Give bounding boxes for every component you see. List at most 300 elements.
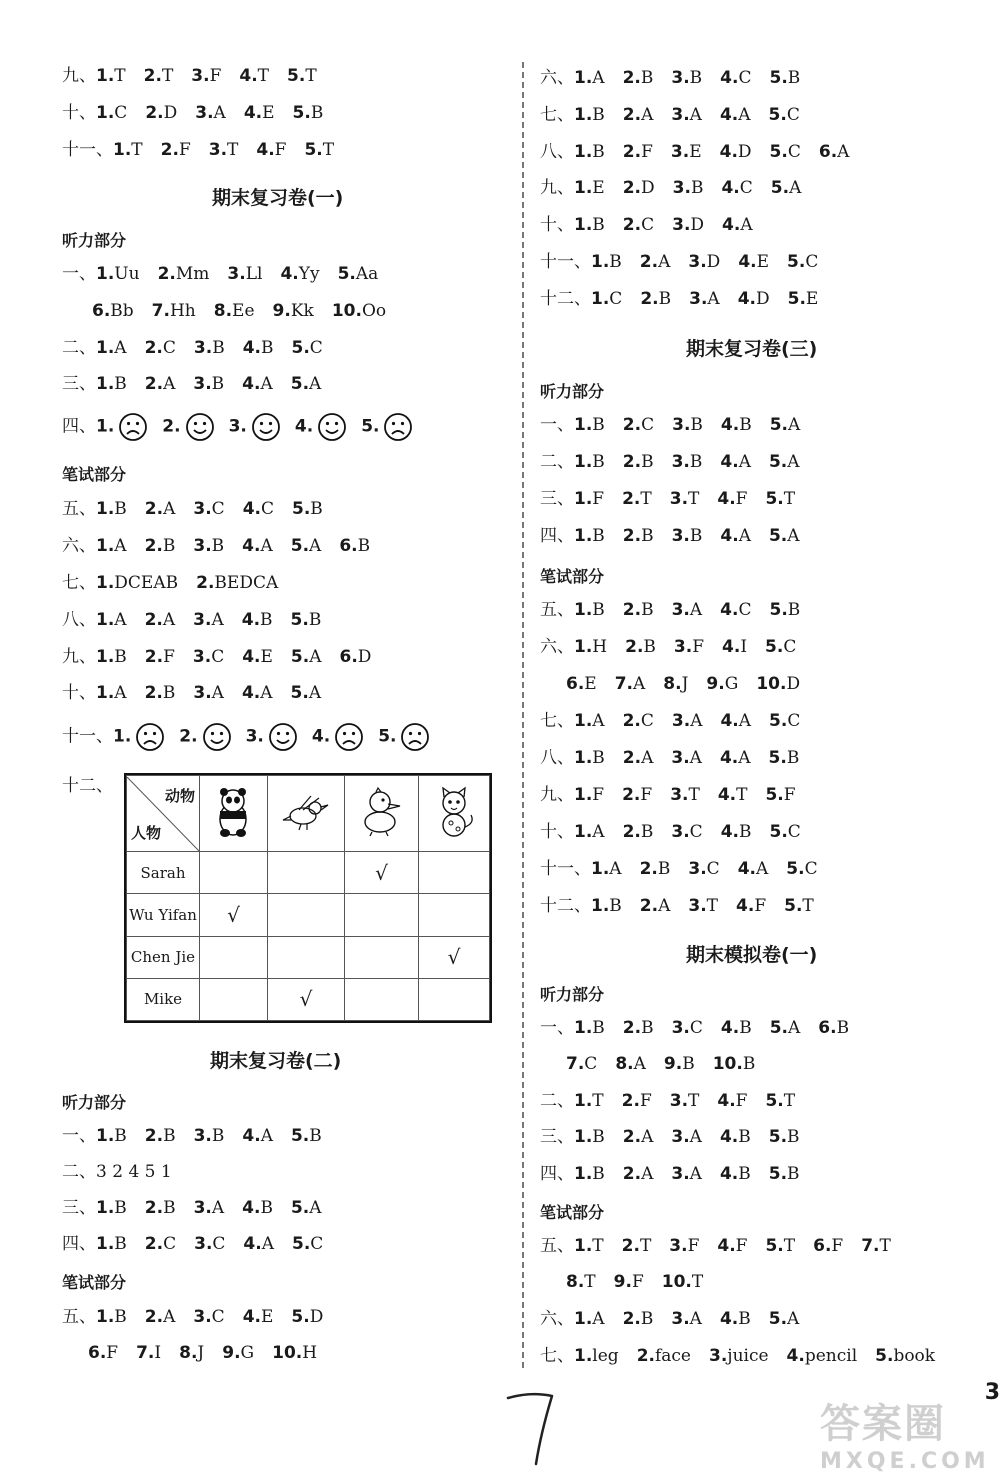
- question-label: 六、: [62, 536, 96, 556]
- answer-line: [540, 746, 817, 770]
- subsection-label: 听力部分: [540, 382, 605, 401]
- answer-item: 5.C: [769, 822, 801, 842]
- subsection-label: 笔试部分: [540, 567, 605, 586]
- answer-item: 4.C: [242, 499, 274, 519]
- answer-line: [540, 176, 819, 200]
- section-title: 期末复习卷(一): [212, 187, 344, 209]
- answer-item: 2.C: [622, 415, 655, 435]
- answer-item: 1.B: [574, 1018, 605, 1038]
- answer-item: 4.Yy: [280, 264, 320, 284]
- question-label: 十二、: [540, 289, 591, 309]
- table-row: [127, 978, 490, 1020]
- answer-line: [88, 1341, 335, 1365]
- answer-item: 1.B: [574, 215, 605, 235]
- answer-item: 4.B: [241, 610, 273, 630]
- answer-item: 3.A: [193, 683, 224, 703]
- answer-item: 1.B: [574, 526, 605, 546]
- question-label: 十一、: [540, 252, 591, 272]
- answer-item: 1.E: [574, 178, 605, 198]
- answer-item: 5.A: [290, 536, 322, 556]
- answer-item: 1.T: [574, 1091, 604, 1111]
- answer-item: 5.A: [769, 1018, 801, 1038]
- answer-item: 2.B: [640, 289, 672, 309]
- answer-line: [540, 413, 818, 437]
- answer-item: 1.A: [96, 338, 127, 358]
- answer-line: [540, 1125, 818, 1149]
- answer-item: 1.B: [574, 600, 605, 620]
- answer-item: 3.F: [669, 1236, 700, 1256]
- question-label: 三、: [62, 374, 96, 394]
- section-title: 期末模拟卷(一): [686, 944, 818, 966]
- person-name: Wu Yifan: [127, 894, 200, 936]
- section-title: 期末复习卷(二): [210, 1050, 342, 1072]
- answer-item: 4.B: [720, 822, 752, 842]
- answer-item: 2.B: [622, 822, 654, 842]
- question-label: 七、: [62, 573, 96, 593]
- answer-item: 3.B: [193, 374, 225, 394]
- watermark-line1: 答案圈: [820, 1401, 946, 1447]
- question-label: 六、: [540, 68, 574, 88]
- answer-item: 3.F: [673, 637, 705, 657]
- check-cell: [419, 978, 490, 1020]
- answer-item: 4.E: [243, 103, 275, 123]
- answer-item: 10.Oo: [331, 301, 387, 321]
- question-label: 二、: [540, 1091, 574, 1111]
- answer-item: 2.D: [145, 103, 178, 123]
- answer-item: 3.F: [191, 66, 222, 86]
- answer-item: 8.Ee: [213, 301, 255, 321]
- answer-item: 4.A: [720, 452, 751, 472]
- answer-item: 4.C: [721, 178, 753, 198]
- bird-icon: [267, 776, 344, 852]
- question-label: 十、: [540, 822, 574, 842]
- answer-item: 2.C: [622, 711, 654, 731]
- answer-line: [62, 372, 339, 396]
- check-cell: [267, 852, 344, 894]
- question-label: 八、: [540, 748, 574, 768]
- answer-item: 8.J: [179, 1343, 205, 1363]
- answer-item: 4.A: [737, 859, 769, 879]
- answer-item: 1.T: [96, 66, 126, 86]
- sad-face-icon: [118, 412, 148, 442]
- answer-item: 2.B: [622, 600, 654, 620]
- answer-item: 4.C: [720, 68, 752, 88]
- answer-item: 4.B: [719, 1164, 751, 1184]
- answer-line: [62, 1232, 341, 1256]
- duck-icon: [345, 776, 419, 852]
- answer-item: 6.Bb: [92, 301, 134, 321]
- answer-item: 2.A: [639, 896, 671, 916]
- answer-item: 3.C: [193, 1307, 225, 1327]
- question-label: 三、: [62, 1198, 96, 1218]
- question-label: 十一、: [62, 726, 113, 747]
- answer-item: 7.Hh: [151, 301, 196, 321]
- check-cell: [345, 978, 419, 1020]
- answer-item: 5.B: [768, 748, 800, 768]
- answer-item: 8.A: [615, 1054, 646, 1074]
- answer-line: [62, 1124, 340, 1148]
- answer-item: 5.B: [769, 600, 801, 620]
- answer-item: 3.A: [671, 1309, 702, 1329]
- answer-item: 5.C: [765, 637, 797, 657]
- answer-line: [540, 894, 832, 918]
- subsection-label: 笔试部分: [540, 1203, 605, 1222]
- answer-item: 5.A: [290, 683, 322, 703]
- check-cell: [267, 894, 344, 936]
- answer-item: 1.C: [591, 289, 623, 309]
- answer-item: 3.C: [671, 1018, 703, 1038]
- answer-item: 2.B: [622, 68, 654, 88]
- answer-item: 3.B: [193, 536, 225, 556]
- answer-item: 1.A: [574, 822, 605, 842]
- question-label: 二、: [62, 1162, 96, 1182]
- handwritten-mark-icon: [500, 1388, 560, 1468]
- answer-item: 2.F: [621, 1091, 652, 1111]
- question-label: 六、: [540, 1309, 574, 1329]
- answer-item: 1.B: [574, 142, 605, 162]
- answer-item: 4.F: [736, 896, 767, 916]
- answer-item: 4.C: [720, 600, 752, 620]
- answer-item: 2.A: [144, 1307, 176, 1327]
- watermark: [820, 1392, 990, 1474]
- answer-item: 5.C: [786, 859, 818, 879]
- question-label: 三、: [540, 489, 574, 509]
- answer-item: 2.C: [144, 1234, 177, 1254]
- section-title: 期末复习卷(三): [686, 338, 818, 360]
- answer-item: 5.B: [290, 610, 322, 630]
- answer-item: 3.C: [671, 822, 703, 842]
- answer-line: [62, 681, 339, 705]
- question-label: 九、: [540, 785, 574, 805]
- answer-item: 1.B: [591, 252, 622, 272]
- answer-line: [566, 1052, 773, 1076]
- answer-item: 5.A: [769, 415, 801, 435]
- answer-item: 6.A: [818, 142, 850, 162]
- answer-line: [540, 213, 771, 237]
- check-cell: [419, 894, 490, 936]
- question-label: 八、: [62, 610, 96, 630]
- answer-item: 1.H: [574, 637, 608, 657]
- answer-item: 2.T: [621, 1236, 652, 1256]
- answer-line: [62, 534, 388, 558]
- answer-line: [62, 1160, 172, 1184]
- check-cell: [267, 936, 344, 978]
- check-cell: [345, 894, 419, 936]
- question-label: 十二、: [62, 776, 113, 796]
- answer-item: 4.A: [719, 105, 751, 125]
- answer-item: 3.B: [193, 338, 225, 358]
- answer-item: 2.B: [639, 859, 671, 879]
- answer-item: 4.pencil: [786, 1346, 858, 1366]
- question-label: 五、: [62, 1307, 96, 1327]
- answer-item: 3.B: [672, 178, 704, 198]
- answer-line: [540, 709, 818, 733]
- answer-item: 6.F: [88, 1343, 119, 1363]
- answer-line: [540, 1162, 818, 1186]
- answer-line: [62, 571, 296, 595]
- answer-item: 4.A: [720, 526, 751, 546]
- question-label: 二、: [62, 338, 96, 358]
- answer-item: 6.D: [339, 647, 372, 667]
- answer-item: 8.J: [663, 674, 689, 694]
- answer-item: 2.A: [639, 252, 671, 272]
- answer-item: 1.T: [113, 140, 143, 160]
- answer-item: 5.Aa: [337, 264, 379, 284]
- answer-item: 1.F: [574, 489, 605, 509]
- question-label: 十、: [62, 683, 96, 703]
- answer-line: [540, 598, 818, 622]
- answer-item: 5.D: [291, 1307, 324, 1327]
- question-label: 九、: [62, 647, 96, 667]
- corner-bottom-label: 人物: [131, 823, 162, 842]
- answer-item: 5.F: [765, 785, 796, 805]
- answer-item: 5.C: [292, 1234, 324, 1254]
- answer-item: 10.H: [272, 1343, 318, 1363]
- check-cell: √: [345, 852, 419, 894]
- answer-line: [62, 497, 341, 521]
- answer-item: 5.T: [765, 489, 796, 509]
- sad-face-icon: [334, 722, 364, 752]
- answer-item: 2.BEDCA: [196, 573, 279, 593]
- answer-item: 2.A: [622, 1127, 654, 1147]
- answer-line: [540, 287, 836, 311]
- question-label: 五、: [62, 499, 96, 519]
- answer-line: [92, 299, 404, 323]
- answer-item: 6.B: [818, 1018, 850, 1038]
- answer-item: 1.B: [574, 415, 605, 435]
- answer-item: 2.F: [622, 785, 653, 805]
- answer-item: 4.B: [242, 1198, 273, 1218]
- answer-item: 6.B: [339, 536, 371, 556]
- answer-item: 3.A: [671, 748, 702, 768]
- answer-item: 6.E: [566, 674, 597, 694]
- answer-line: [540, 140, 867, 164]
- question-label: 一、: [540, 1018, 574, 1038]
- panda-icon: [200, 776, 268, 852]
- answer-item: 2.C: [144, 338, 176, 358]
- answer-item: 3.A: [671, 1127, 702, 1147]
- answer-item: 5.B: [292, 103, 324, 123]
- answer-item: 1.A: [574, 711, 605, 731]
- answer-item: 5.T: [765, 1091, 796, 1111]
- answer-item: 2.Mm: [157, 264, 210, 284]
- question-label: 七、: [540, 105, 574, 125]
- question-label: 七、: [540, 1346, 574, 1366]
- answer-item: 1.B: [96, 647, 127, 667]
- answer-item: 2.B: [144, 683, 176, 703]
- subsection-label: 听力部分: [62, 231, 127, 250]
- answer-item: 4.F: [717, 1236, 748, 1256]
- answer-item: 9.F: [613, 1272, 644, 1292]
- answer-item: 2.B: [622, 1309, 654, 1329]
- answer-item: 3.Ll: [227, 264, 263, 284]
- answer-line: [540, 487, 813, 511]
- answer-line: [540, 857, 836, 881]
- answer-line: [62, 262, 396, 286]
- answer-line: [540, 1016, 867, 1040]
- answer-item: 4.A: [722, 215, 753, 235]
- answer-item: 4.B: [720, 1018, 752, 1038]
- question-label: 十一、: [540, 859, 591, 879]
- answer-item: 3.B: [193, 1126, 225, 1146]
- answer-item: 1.B: [96, 1307, 127, 1327]
- answer-item: 5.B: [290, 1126, 322, 1146]
- answer-line: [540, 1344, 953, 1368]
- answer-item: 2.A: [144, 374, 176, 394]
- page-number: 3: [984, 1380, 1000, 1405]
- answer-item: 3.T: [688, 896, 719, 916]
- answer-item: 4.B: [719, 1309, 751, 1329]
- answer-item: 4.E: [242, 1307, 274, 1327]
- answer-item: 9.Kk: [272, 301, 314, 321]
- answer-item: 4.T: [239, 66, 270, 86]
- answer-item: 4.A: [242, 536, 273, 556]
- sad-face-icon: [383, 412, 413, 442]
- answer-line: [62, 645, 389, 669]
- answer-item: 4.A: [241, 683, 273, 703]
- answer-item: 6.F: [813, 1236, 844, 1256]
- answer-item: 4.I: [722, 637, 748, 657]
- person-name: Sarah: [127, 852, 200, 894]
- answer-item: 8.T: [566, 1272, 596, 1292]
- answer-line: [62, 1196, 340, 1220]
- answer-item: 3.A: [193, 610, 224, 630]
- table-row: [127, 936, 490, 978]
- person-name: Mike: [127, 978, 200, 1020]
- cat-icon: [419, 776, 490, 852]
- happy-face-icon: [185, 412, 215, 442]
- answer-item: 2.B: [622, 526, 654, 546]
- face-answer-line: 十一、1. 2. 3. 4. 5.: [62, 722, 444, 752]
- answer-item: 3.B: [671, 526, 703, 546]
- answer-item: 5.C: [291, 338, 323, 358]
- answer-item: 5.A: [768, 452, 800, 472]
- question-label: 一、: [62, 1126, 96, 1146]
- subsection-label: 听力部分: [62, 1093, 127, 1112]
- answer-item: 2.B: [625, 637, 656, 657]
- answer-item: 3.A: [671, 105, 702, 125]
- answer-item: 1.B: [96, 1126, 127, 1146]
- answer-item: 3.D: [672, 215, 705, 235]
- happy-face-icon: [251, 412, 281, 442]
- subsection-label: 笔试部分: [62, 1273, 127, 1292]
- answer-item: 1.A: [96, 683, 127, 703]
- answer-item: 5.B: [292, 499, 323, 519]
- answer-item: 3.A: [671, 1164, 702, 1184]
- answer-item: 3.C: [194, 1234, 226, 1254]
- answer-item: 5.C: [769, 142, 801, 162]
- answer-line: [540, 450, 818, 474]
- answer-item: 2.F: [144, 647, 175, 667]
- answer-item: 2.F: [160, 140, 191, 160]
- check-cell: [200, 936, 268, 978]
- answer-item: 1.B: [574, 1164, 605, 1184]
- answer-item: 5.C: [768, 105, 800, 125]
- answer-item: 3.A: [671, 600, 703, 620]
- answer-item: 3.A: [195, 103, 226, 123]
- answer-item: 3.A: [671, 711, 703, 731]
- answer-item: 3.D: [688, 252, 721, 272]
- answer-item: 1.T: [574, 1236, 604, 1256]
- answer-item: 4.A: [720, 711, 752, 731]
- answer-item: 5.B: [768, 1127, 800, 1147]
- answer-line: [540, 1234, 909, 1258]
- answer-item: 10.D: [756, 674, 801, 694]
- answer-item: 3.C: [192, 647, 225, 667]
- happy-face-icon: [202, 722, 232, 752]
- answer-item: 5.B: [769, 68, 801, 88]
- table-corner-cell: [127, 776, 200, 852]
- answer-item: 9.G: [222, 1343, 255, 1363]
- question-label: 一、: [62, 264, 96, 284]
- answer-line: [540, 635, 814, 659]
- answer-item: 5.C: [769, 711, 801, 731]
- question-label: 六、: [540, 637, 574, 657]
- answer-item: 3.T: [208, 140, 239, 160]
- answer-item: 5.A: [290, 1198, 322, 1218]
- answer-item: 2.F: [622, 142, 653, 162]
- answer-item: 4.A: [242, 1126, 273, 1146]
- answer-item: 3.T: [669, 1091, 700, 1111]
- check-cell: [419, 852, 490, 894]
- question-label: 四、: [62, 416, 96, 437]
- answer-line: [62, 336, 341, 360]
- answer-item: 7.A: [614, 674, 646, 694]
- answer-item: 1.A: [574, 68, 605, 88]
- question-label: 二、: [540, 452, 574, 472]
- answer-item: 1.A: [574, 1309, 605, 1329]
- check-cell: [345, 936, 419, 978]
- answer-item: 2.T: [143, 66, 174, 86]
- happy-face-icon: [317, 412, 347, 442]
- answer-item: 4.B: [720, 415, 752, 435]
- person-name: Chen Jie: [127, 936, 200, 978]
- answer-item: 5.T: [765, 1236, 796, 1256]
- answer-item: 1.C: [96, 103, 128, 123]
- question-label: 一、: [540, 415, 574, 435]
- answer-item: 4.D: [719, 142, 752, 162]
- question-label: 九、: [540, 178, 574, 198]
- answer-line: [540, 783, 814, 807]
- answer-item: 2.A: [144, 499, 176, 519]
- answer-item: 2.B: [144, 1198, 176, 1218]
- answer-item: 5.T: [784, 896, 814, 916]
- answer-item: 1.B: [96, 499, 127, 519]
- answer-item: 5.T: [287, 66, 317, 86]
- answer-item: 3.A: [689, 289, 720, 309]
- answer-item: 4.D: [737, 289, 770, 309]
- answer-item: 1.B: [574, 105, 605, 125]
- check-cell: [200, 852, 268, 894]
- answer-item: 4.A: [243, 1234, 274, 1254]
- answer-item: 5.C: [787, 252, 819, 272]
- answer-item: 1.A: [591, 859, 622, 879]
- answer-item: 1.B: [574, 452, 605, 472]
- answer-item: 2.D: [622, 178, 655, 198]
- answer-item: 3.T: [669, 489, 700, 509]
- question-label: 七、: [540, 711, 574, 731]
- question-label: 三、: [540, 1127, 574, 1147]
- answer-line: [540, 1307, 817, 1331]
- answer-item: 1.A: [96, 610, 127, 630]
- answer-text: 3 2 4 5 1: [96, 1162, 172, 1182]
- answer-item: 2.A: [622, 1164, 654, 1184]
- answer-line: [540, 524, 818, 548]
- answer-item: 1.B: [96, 374, 127, 394]
- answer-line: [540, 820, 819, 844]
- check-cell: √: [419, 936, 490, 978]
- question-label: 九、: [62, 66, 96, 86]
